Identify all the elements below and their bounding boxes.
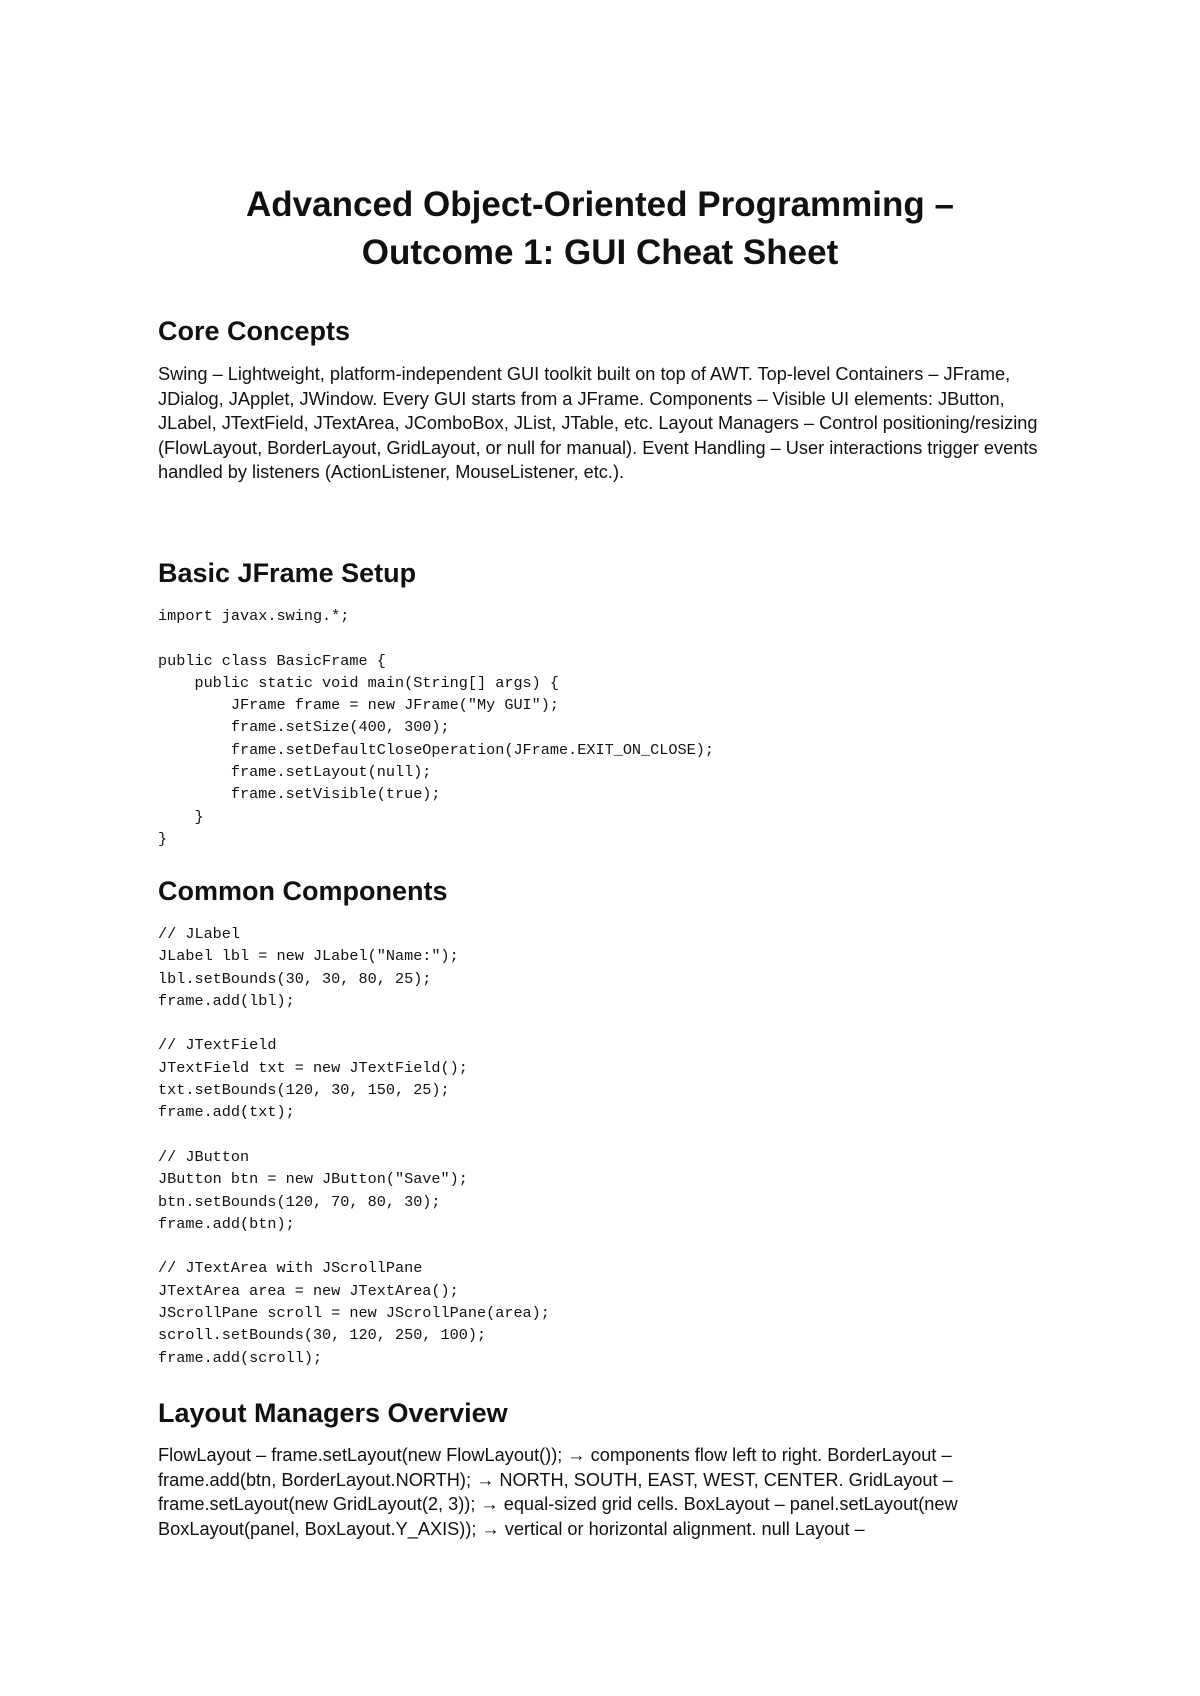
- heading-common-components: Common Components: [158, 876, 448, 906]
- heading-basic-jframe-setup: Basic JFrame Setup: [158, 558, 417, 588]
- core-concepts-paragraph: Swing – Lightweight, platform-independent GUI toolkit built on top of AWT. Top-level Containers – JFrame, JDialog, JApplet, JWindow. Every GUI starts from a JFrame. Components – Visible UI elements: JButton, JLabel, JTextField, JTextArea, JComboBox, JList, JTable, etc. Layout Managers – Control positioning/resizing (FlowLayout, BorderLayout, GridLayout, or null for manual). Event Handling – User interactions trigger events handled by listeners (ActionListener, MouseListener, etc.).: [158, 364, 1038, 482]
- document-title: [0, 181, 1200, 277]
- common-components-code-block: // JLabel JLabel lbl = new JLabel("Name:"); lbl.setBounds(30, 30, 80, 25); frame.add(lbl); // JTextField JTextField txt = new JTextField(); txt.setBounds(120, 30, 150, 25); frame.add(txt); // JButton JButton btn = new JButton("Save"); btn.setBounds(120, 70, 80, 30); frame.add(btn); // JTextArea with JScrollPane JTextArea area = new JTextArea(); JScrollPane scroll = new JScrollPane(area); scroll.setBounds(30, 120, 250, 100); frame.add(scroll);: [158, 925, 550, 1367]
- layout-managers-paragraph: FlowLayout – frame.setLayout(new FlowLayout()); → components flow left to right. BorderLayout – frame.add(btn, BorderLayout.NORTH); → NORTH, SOUTH, EAST, WEST, CENTER. GridLayout – frame.setLayout(new GridLayout(2, 3)); → equal-sized grid cells. BoxLayout – panel.setLayout(new BoxLayout(panel, BoxLayout.Y_AXIS)); → vertical or horizontal alignment. null Layout –: [158, 1445, 958, 1539]
- title-line-1: Advanced Object-Oriented Programming –: [246, 185, 954, 225]
- title-line-2: Outcome 1: GUI Cheat Sheet: [361, 233, 839, 273]
- heading-core-concepts: Core Concepts: [158, 316, 351, 346]
- heading-layout-managers: Layout Managers Overview: [158, 1398, 508, 1428]
- basic-jframe-code-block: import javax.swing.*; public class BasicFrame { public static void main(String[] args) { JFrame frame = new JFrame("My GUI"); frame.setSize(400, 300); frame.setDefaultCloseOperation(JFrame.EXIT_ON_CLOSE); frame.setLayout(null); frame.setVisible(true); } }: [158, 607, 714, 848]
